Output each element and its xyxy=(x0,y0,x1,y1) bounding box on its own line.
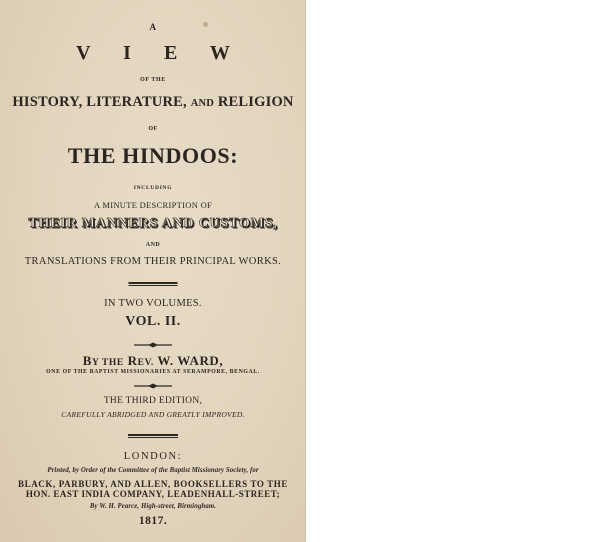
double-rule-divider xyxy=(129,282,178,284)
of-the-connector: OF THE xyxy=(140,77,166,83)
imprint-publisher-line-1: BLACK, PARBURY, AND ALLEN, BOOKSELLERS TO THE xyxy=(17,479,288,489)
author-line xyxy=(0,354,306,369)
of-connector: OF xyxy=(148,126,158,132)
main-title: THE HINDOOS: xyxy=(67,143,239,168)
author-name: W. WARD, xyxy=(157,353,224,368)
including-label: INCLUDING xyxy=(133,185,173,191)
volumes-count: IN TWO VOLUMES. xyxy=(104,298,202,309)
subject-line xyxy=(0,95,306,110)
ornamental-rule-icon xyxy=(134,342,172,348)
article: A xyxy=(149,22,157,32)
edition: THE THIRD EDITION, xyxy=(103,396,203,406)
ornamental-rule-icon xyxy=(134,383,172,389)
minute-description: A MINUTE DESCRIPTION OF xyxy=(93,200,213,210)
author-affiliation: ONE OF THE BAPTIST MISSIONARIES AT SERAMPORE, BENGAL. xyxy=(46,369,260,375)
imprint-printed-for: Printed, by Order of the Committee of the Baptist Missionary Society, for xyxy=(47,467,259,474)
manners-customs-heading: THEIR MANNERS AND CUSTOMS, xyxy=(28,216,278,231)
rev-initial: R xyxy=(127,353,138,368)
by-initial: B xyxy=(82,353,92,368)
rev-rest: EV. xyxy=(137,358,154,368)
translations-line: TRANSLATIONS FROM THEIR PRINCIPAL WORKS. xyxy=(24,256,282,267)
and-connector: AND xyxy=(145,242,161,248)
imprint-city: LONDON: xyxy=(123,451,183,462)
imprint-publisher-line-2: HON. EAST INDIA COMPANY, LEADENHALL-STREET; xyxy=(25,489,281,499)
subject-end: RELIGION xyxy=(217,94,294,110)
by-rest: Y THE xyxy=(92,358,124,368)
subject-and: AND xyxy=(190,98,215,109)
publication-year: 1817. xyxy=(138,515,168,527)
volume-number: VOL. II. xyxy=(125,314,181,329)
double-rule-divider xyxy=(128,434,178,436)
title-word-view: V I E W xyxy=(76,42,244,64)
edition-note: CAREFULLY ABRIDGED AND GREATLY IMPROVED. xyxy=(61,410,245,419)
subject-main: HISTORY, LITERATURE, xyxy=(12,94,187,110)
imprint-printer: By W. H. Pearce, High-street, Birmingham. xyxy=(89,503,217,510)
